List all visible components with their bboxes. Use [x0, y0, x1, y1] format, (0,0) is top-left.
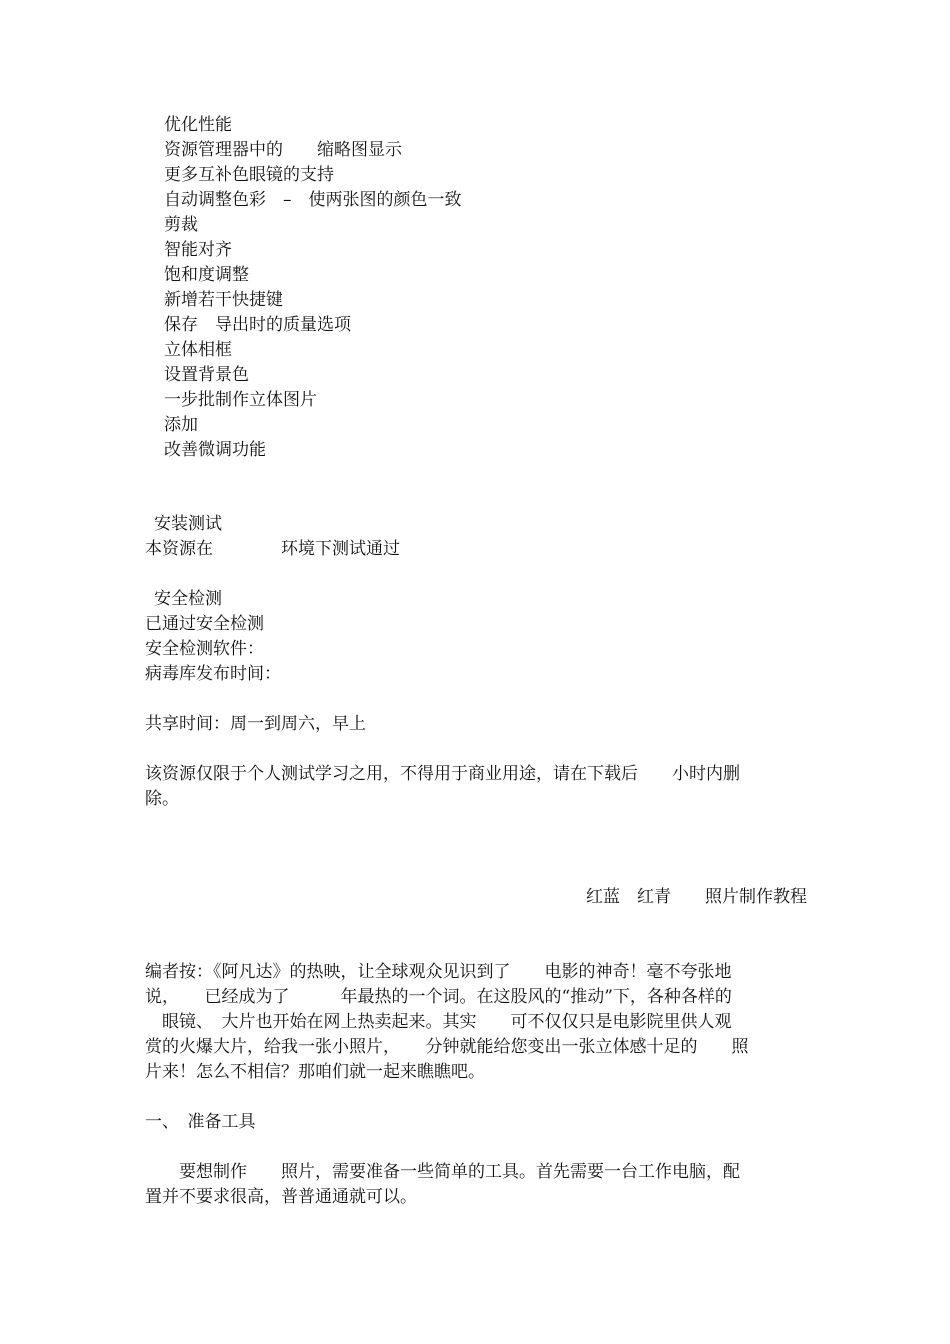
feature-item: 优化性能 — [164, 115, 232, 135]
feature-item: 保存 导出时的质量选项 — [164, 315, 351, 335]
disclaimer-line: 该资源仅限于个人测试学习之用，不得用于商业用途，请在下载后 小时内删 — [145, 764, 740, 784]
editor-note-line: 编者按：《阿凡达》的热映，让全球观众见识到了 电影的神奇！毫不夸张地 — [145, 962, 732, 982]
section-paragraph-line: 要想制作 照片，需要准备一些简单的工具。首先需要一台工作电脑，配 — [145, 1162, 740, 1182]
virus-db-time: 病毒库发布时间： — [145, 664, 281, 684]
feature-item: 设置背景色 — [164, 365, 249, 385]
section-paragraph-line: 置并不要求很高，普普通通就可以。 — [145, 1187, 417, 1207]
editor-note-line: 赏的火爆大片，给我一张小照片， 分钟就能给您变出一张立体感十足的 照 — [145, 1037, 749, 1057]
feature-item: 添加 — [164, 415, 198, 435]
feature-item: 立体相框 — [164, 340, 232, 360]
editor-note-line: 说， 已经成为了 年最热的一个词。在这股风的“推动”下，各种各样的 — [145, 987, 732, 1007]
install-heading: 安装测试 — [154, 514, 222, 534]
security-heading: 安全检测 — [154, 589, 222, 609]
feature-item: 饱和度调整 — [164, 265, 249, 285]
tutorial-title: 红蓝 红青 照片制作教程 — [586, 887, 807, 907]
editor-note-line: 眼镜、 大片也开始在网上热卖起来。其实 可不仅仅只是电影院里供人观 — [145, 1012, 732, 1032]
disclaimer-line: 除。 — [145, 789, 179, 809]
security-passed: 已通过安全检测 — [145, 614, 264, 634]
editor-note-line: 片来！怎么不相信？那咱们就一起来瞧瞧吧。 — [145, 1062, 485, 1082]
feature-item: 一步批制作立体图片 — [164, 390, 317, 410]
feature-item: 新增若干快捷键 — [164, 290, 283, 310]
feature-item: 资源管理器中的 缩略图显示 — [164, 140, 402, 160]
install-text: 本资源在 环境下测试通过 — [145, 539, 400, 559]
feature-item: 自动调整色彩 – 使两张图的颜色一致 — [164, 190, 462, 210]
feature-item: 更多互补色眼镜的支持 — [164, 165, 334, 185]
section-heading: 一、 准备工具 — [145, 1112, 256, 1132]
security-software: 安全检测软件： — [145, 639, 264, 659]
feature-item: 改善微调功能 — [164, 440, 266, 460]
feature-item: 智能对齐 — [164, 240, 232, 260]
share-time: 共享时间：周一到周六，早上 — [145, 714, 366, 734]
feature-item: 剪裁 — [164, 215, 198, 235]
